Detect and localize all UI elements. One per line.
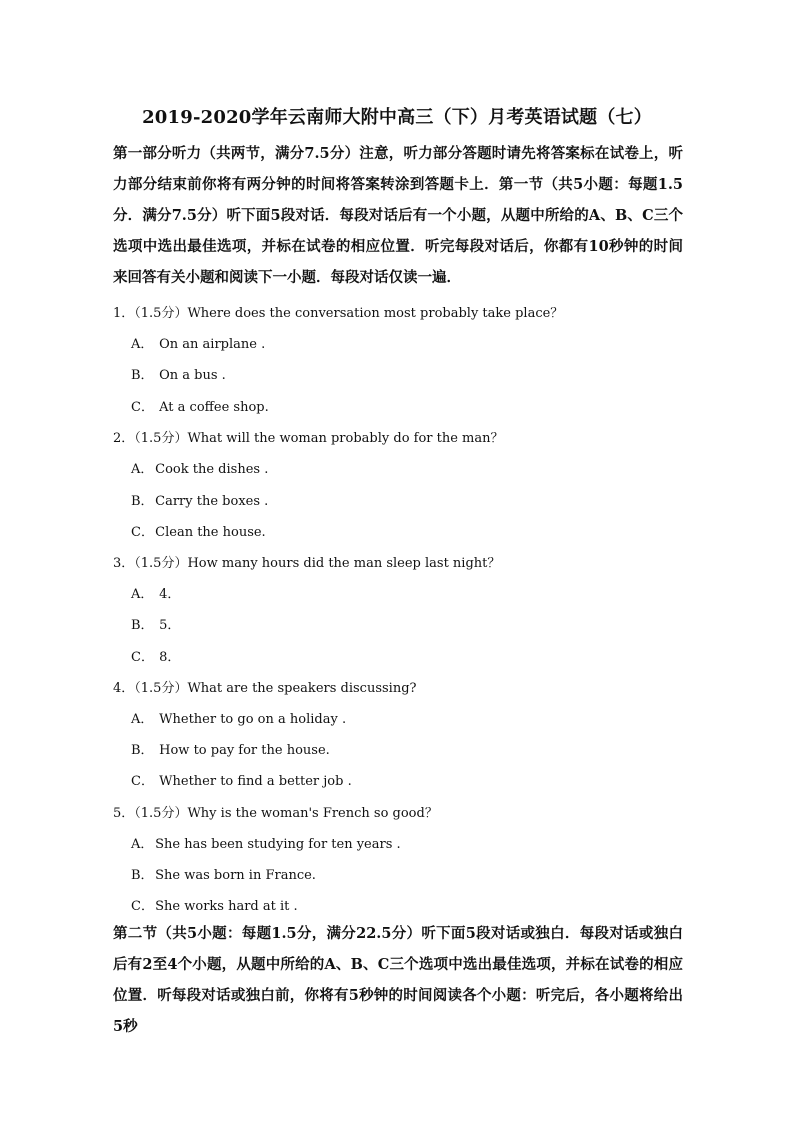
option-text: 4． (159, 587, 181, 602)
option-text: She has been studying for ten years . (155, 837, 401, 852)
option-text: Clean the house. (155, 525, 266, 540)
option-letter: B． (131, 618, 154, 633)
option-letter: B． (131, 743, 154, 758)
question-4-stem: 4．（1.5分）What are the speakers discussing? (113, 681, 417, 696)
option-text: Cook the dishes . (155, 462, 269, 477)
option-letter: C． (131, 899, 154, 914)
option-letter: B． (131, 368, 154, 383)
page-title: 2019-2020学年云南师大附中高三（下）月考英语试题（七） (142, 107, 652, 128)
option-letter: B． (131, 494, 154, 509)
question-4-option-c[interactable] (131, 770, 352, 789)
question-3-stem: 3．（1.5分）How many hours did the man sleep last night？ (113, 556, 501, 571)
option-letter: C． (131, 525, 154, 540)
option-letter: C． (131, 400, 154, 415)
section2-intro: 第二节（共5小题：每题1.5分，满分22.5分）听下面5段对话或独白．每段对话或独白后有2至4个小题，从题中所给的A、B、C三个选项中选出最佳选项，并标在试卷的相应位置．听每段对话或独白前，你将有5秒钟的时间阅读各个小题：听完后，各小题将给出5秒 (113, 925, 683, 1035)
option-letter: A． (131, 712, 154, 727)
question-4-option-b[interactable] (131, 739, 330, 758)
section1-intro: 第一部分听力（共两节，满分7.5分）注意，听力部分答题时请先将答案标在试卷上，听力部分结束前你将有两分钟的时间将答案转涂到答题卡上．第一节（共5小题：每题1.5分．满分7.5分）听下面5段对话．每段对话后有一个小题，从题中所给的A、B、C三个选项中选出最佳选项，并标在试卷的相应位置．听完每段对话后，你都有10秒钟的时间来回答有关小题和阅读下一小题．每段对话仅读一遍． (113, 145, 683, 286)
option-text: Whether to go on a holiday . (159, 712, 347, 727)
question-2-option-a[interactable] (131, 458, 268, 477)
question-1-stem: 1．（1.5分）Where does the conversation most probably take place？ (113, 306, 564, 321)
question-5-option-a[interactable] (131, 833, 401, 852)
option-text: She was born in France. (155, 868, 316, 883)
option-letter: A． (131, 337, 154, 352)
question-4-option-a[interactable] (131, 708, 346, 727)
option-letter: C． (131, 774, 154, 789)
question-3-option-a[interactable] (131, 583, 180, 602)
option-letter: C． (131, 650, 154, 665)
question-1-option-b[interactable] (131, 364, 226, 383)
option-text: On an airplane . (159, 337, 266, 352)
option-letter: A． (131, 462, 154, 477)
question-1-option-c[interactable] (131, 396, 269, 415)
option-text: On a bus . (159, 368, 226, 383)
option-text: She works hard at it . (155, 899, 298, 914)
option-text: Carry the boxes . (155, 494, 269, 509)
question-3-option-c[interactable] (131, 646, 180, 665)
option-text: How to pay for the house. (159, 743, 330, 758)
question-5-option-b[interactable] (131, 864, 316, 883)
option-text: 8． (159, 650, 181, 665)
option-letter: B． (131, 868, 154, 883)
question-2-stem: 2．（1.5分）What will the woman probably do for the man？ (113, 431, 504, 446)
option-letter: A． (131, 837, 154, 852)
question-2-option-b[interactable] (131, 490, 268, 509)
question-1-option-a[interactable] (131, 333, 265, 352)
question-3-option-b[interactable] (131, 614, 180, 633)
option-text: Whether to find a better job . (159, 774, 352, 789)
option-text: 5． (159, 618, 181, 633)
question-5-stem: 5．（1.5分）Why is the woman's French so good？ (113, 806, 438, 821)
option-letter: A． (131, 587, 154, 602)
question-2-option-c[interactable] (131, 521, 266, 540)
question-5-option-c[interactable] (131, 895, 298, 914)
option-text: At a coffee shop. (159, 400, 269, 415)
